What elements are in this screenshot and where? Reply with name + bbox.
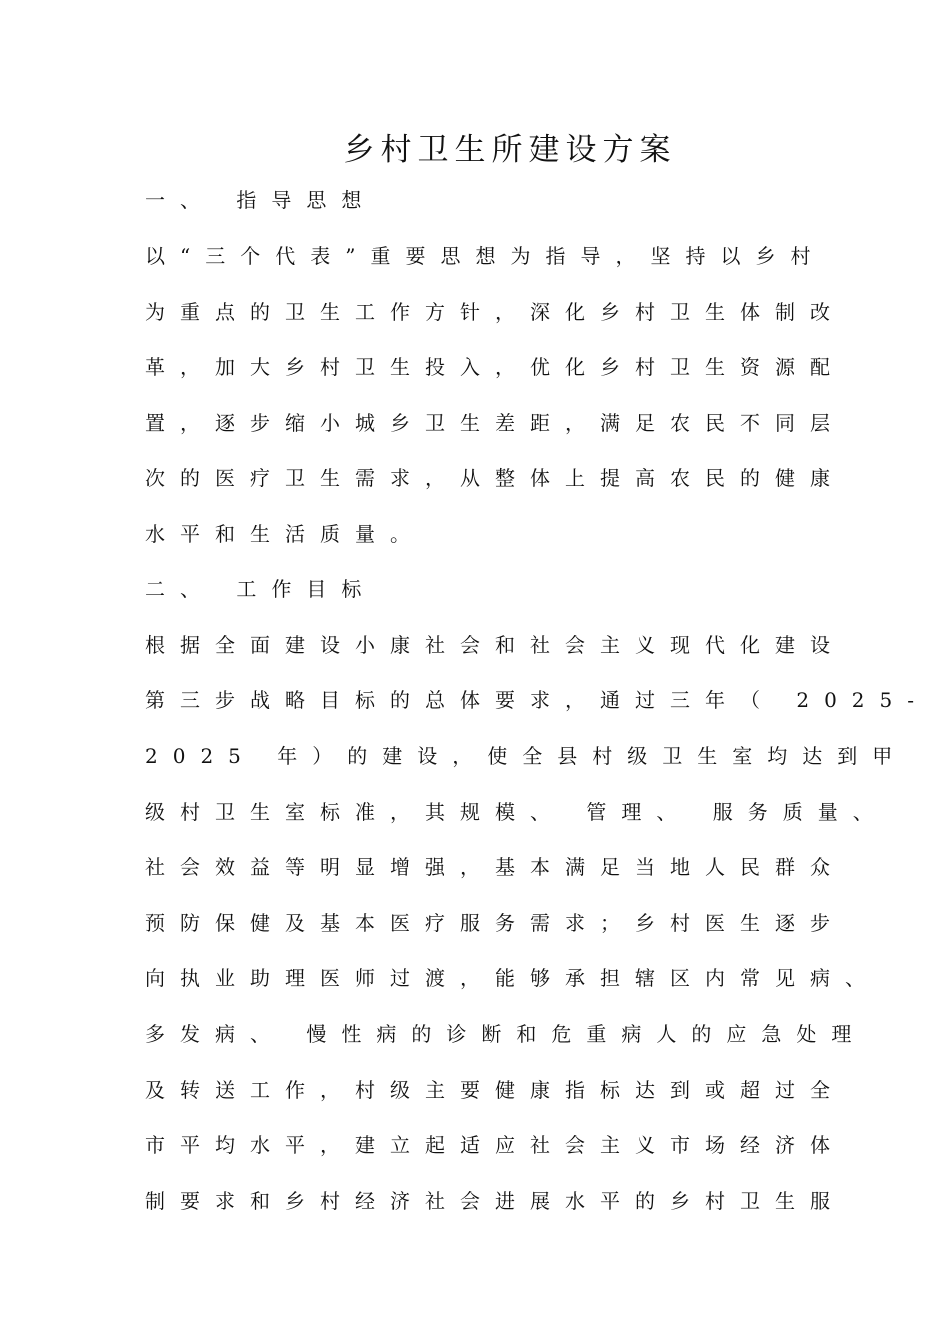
text-line: 市平均水平，建立起适应社会主义市场经济体	[145, 1133, 845, 1157]
text-line: 第三步战略目标的总体要求，通过三年（ 2025-	[145, 688, 930, 712]
text-line: 2025 年）的建设，使全县村级卫生室均达到甲	[145, 744, 908, 768]
text-line: 为重点的卫生工作方针，深化乡村卫生体制改	[145, 300, 845, 324]
text-line: 向执业助理医师过渡，能够承担辖区内常见病、	[145, 966, 880, 990]
text-line: 及转送工作，村级主要健康指标达到或超过全	[145, 1078, 845, 1102]
text-line: 置，逐步缩小城乡卫生差距，满足农民不同层	[145, 411, 845, 435]
document-title: 乡村卫生所建设方案	[343, 132, 677, 168]
section-heading-1: 一、 指导思想	[145, 188, 377, 212]
text-line: 制要求和乡村经济社会进展水平的乡村卫生服	[145, 1189, 845, 1213]
text-line: 社会效益等明显增强，基本满足当地人民群众	[145, 855, 845, 879]
text-line: 多发病、 慢性病的诊断和危重病人的应急处理	[145, 1022, 867, 1046]
text-line: 根据全面建设小康社会和社会主义现代化建设	[145, 633, 845, 657]
text-line: 次的医疗卫生需求，从整体上提高农民的健康	[145, 466, 845, 490]
text-line: 革，加大乡村卫生投入，优化乡村卫生资源配	[145, 355, 845, 379]
text-line: 级村卫生室标准，其规模、 管理、 服务质量、	[145, 800, 888, 824]
section-heading-2: 二、 工作目标	[145, 577, 377, 601]
text-line: 以“三个代表”重要思想为指导，坚持以乡村	[145, 244, 826, 268]
text-line: 水平和生活质量。	[145, 522, 425, 546]
text-line: 预防保健及基本医疗服务需求；乡村医生逐步	[145, 911, 845, 935]
